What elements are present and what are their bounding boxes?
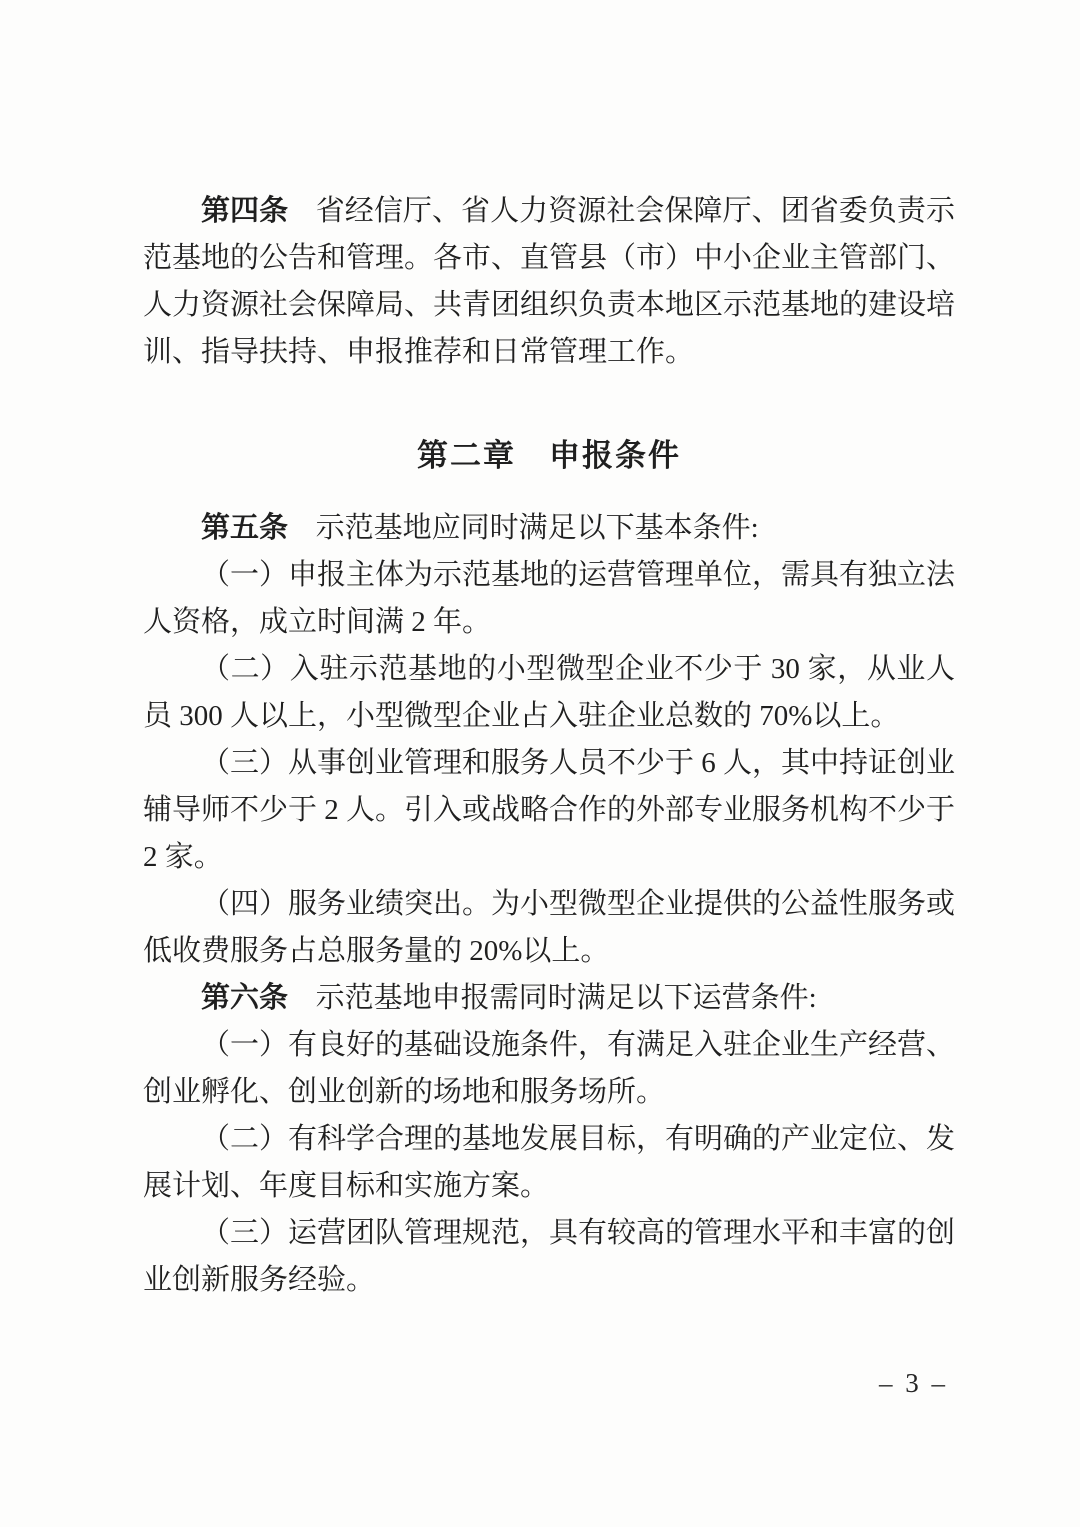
article-6-item-1: （一）有良好的基础设施条件，有满足入驻企业生产经营、创业孵化、创业创新的场地和服务场所。 [143, 1029, 956, 1108]
article-4-text: 省经信厅、省人力资源社会保障厅、团省委负责示范基地的公告和管理。各市、直管县（市）中小企业主管部门、人力资源社会保障局、共青团组织负责本地区示范基地的建设培训、指导扶持、申报推荐和日常管理工作。 [143, 195, 956, 368]
article-6-paragraph [143, 975, 955, 1022]
article-6-item-3: （三）运营团队管理规范，具有较高的管理水平和丰富的创业创新服务经验。 [143, 1217, 956, 1296]
article-5-text: 示范基地应同时满足以下基本条件: [315, 512, 759, 544]
article-5-item-1: （一）申报主体为示范基地的运营管理单位，需具有独立法人资格，成立时间满 2 年。 [143, 559, 956, 638]
article-5-item-3: （三）从事创业管理和服务人员不少于 6 人，其中持证创业辅导师不少于 2 人。引入或战略合作的外部专业服务机构不少于 2 家。 [143, 747, 956, 873]
article-5-label: 第五条 [201, 512, 289, 544]
article-4-paragraph [143, 188, 955, 376]
article-5-paragraph [143, 505, 955, 552]
article-5-item-2: （二）入驻示范基地的小型微型企业不少于 30 家，从业人员 300 人以上，小型微型企业占入驻企业总数的 70%以上。 [143, 653, 955, 732]
article-6-item-2: （二）有科学合理的基地发展目标，有明确的产业定位、发展计划、年度目标和实施方案。 [143, 1123, 956, 1202]
article-6-label: 第六条 [201, 982, 289, 1014]
article-6-text: 示范基地申报需同时满足以下运营条件: [315, 982, 817, 1014]
document-body [143, 188, 955, 1304]
page-number: – 3 – [879, 1368, 948, 1398]
article-4-label: 第四条 [201, 195, 289, 227]
chapter-2-heading: 第二章 申报条件 [417, 438, 681, 473]
article-5-item-4: （四）服务业绩突出。为小型微型企业提供的公益性服务或低收费服务占总服务量的 20%以上。 [143, 888, 956, 967]
